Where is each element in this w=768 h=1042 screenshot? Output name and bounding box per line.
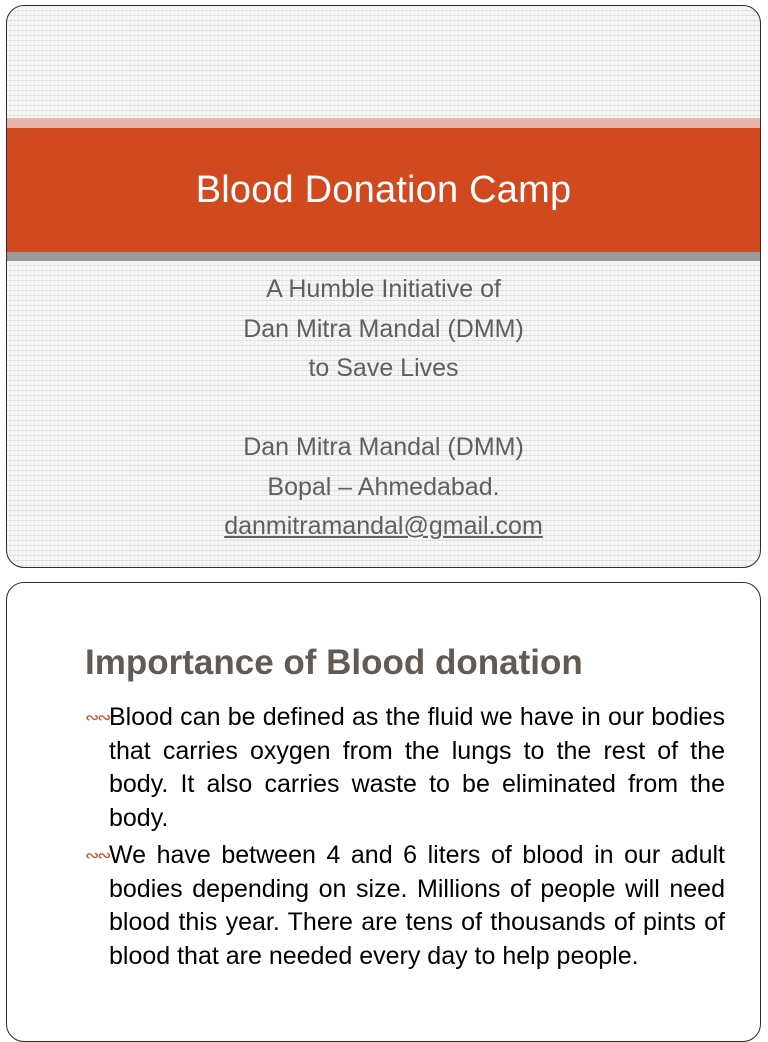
bullet-list [85,701,725,977]
title-band [7,128,760,252]
curly-bullet-icon: ∾∾ [85,846,110,865]
list-item [85,839,725,973]
contact-line: Dan Mitra Mandal (DMM) [243,433,524,461]
list-item [85,701,725,835]
slide-title: Blood Donation Camp [195,168,572,211]
subtitle-line: Dan Mitra Mandal (DMM) [243,314,524,343]
bullet-text: We have between 4 and 6 liters of blood in our adult bodies depending on size. Millions of people will need blood this year. There are tens of thousands of pints of blood that are needed every day to help people. [109,841,725,970]
subtitle-line: A Humble Initiative of [266,275,501,303]
contact-line: Bopal – Ahmedabad. [267,472,500,501]
email-link[interactable]: danmitramandal@gmail.com [224,512,543,540]
slide-heading: Importance of Blood donation [85,643,583,682]
subtitle-block [7,270,760,547]
content-slide [6,582,761,1042]
title-slide [6,5,761,568]
subtitle-spacer [7,389,760,429]
curly-bullet-icon: ∾∾ [85,708,110,727]
bullet-text: Blood can be defined as the fluid we have in our bodies that carries oxygen from the lungs to the rest of the body. It also carries waste to be eliminated from the body. [109,703,725,832]
title-bottom-stripe [7,252,760,261]
title-top-stripe [7,118,760,128]
subtitle-line: to Save Lives [308,354,459,382]
